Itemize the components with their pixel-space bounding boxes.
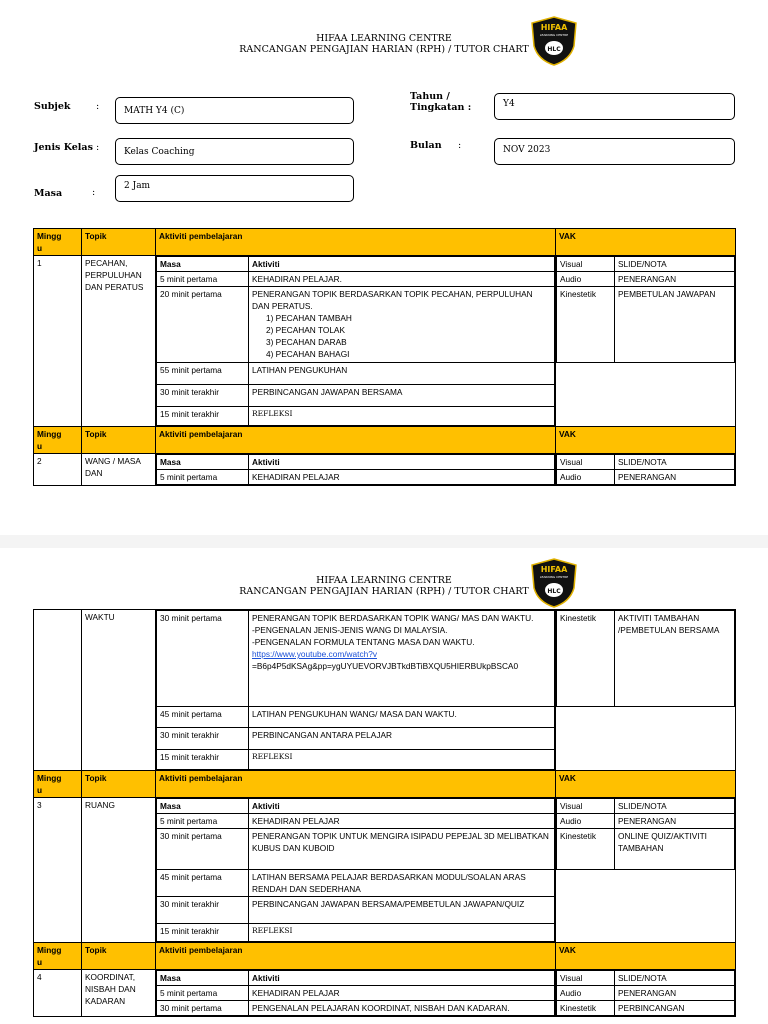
activity-text: KEHADIRAN PELAJAR — [249, 986, 555, 1001]
activity-text: KEHADIRAN PELAJAR — [249, 470, 555, 485]
vak-kinestetik: Kinestetik — [557, 287, 615, 363]
vak-value: SLIDE/NOTA — [615, 971, 735, 986]
activity-text: PENERANGAN TOPIK UNTUK MENGIRA ISIPADU PEPEJAL 3D MELIBATKAN KUBUS DAN KUBOID — [249, 829, 555, 870]
hifaa-logo — [530, 558, 578, 608]
vak-kinestetik: Kinestetik — [557, 829, 615, 870]
activity-masa: 30 minit pertama — [157, 611, 249, 707]
page-header — [0, 575, 768, 597]
masa-subheader: Masa — [157, 257, 249, 272]
vak-visual: Visual — [557, 971, 615, 986]
week-number: 1 — [34, 256, 82, 427]
vak-table — [556, 610, 735, 707]
vak-audio: Audio — [557, 272, 615, 287]
minggu-header: Mingg u — [34, 427, 82, 454]
activity-masa: 45 minit pertama — [157, 870, 249, 897]
week-topik: RUANG — [82, 798, 156, 943]
activity-cell — [156, 454, 556, 486]
vak-header: VAK — [556, 229, 736, 256]
list-item: 2) PECAHAN TOLAK — [266, 325, 346, 335]
subtopic-list — [252, 312, 551, 360]
youtube-link[interactable]: https://www.youtube.com/watch?v — [252, 649, 377, 659]
activity-text: REFLEKSI — [249, 407, 555, 426]
aktiviti-subheader: Aktiviti — [249, 799, 555, 814]
vak-value: PENERANGAN — [615, 272, 735, 287]
colon: : — [458, 140, 462, 151]
vak-cell — [556, 610, 736, 771]
week-number-empty — [34, 610, 82, 771]
list-item: 4) PECAHAN BAHAGI — [266, 349, 350, 359]
document-title: RANCANGAN PENGAJIAN HARIAN (RPH) / TUTOR CHART — [239, 586, 529, 597]
week-number: 4 — [34, 970, 82, 1017]
vak-value: PENERANGAN — [615, 470, 735, 485]
activity-table — [156, 454, 555, 485]
activity-table — [156, 970, 555, 1016]
centre-name: HIFAA LEARNING CENTRE — [316, 575, 452, 586]
activity-masa: 15 minit terakhir — [157, 750, 249, 770]
page-gap — [0, 535, 768, 548]
youtube-link-cont: =B6p4P5dKSAg&pp=ygUYUEVORVJBTkdBTiBXQU5HIERBUkpBSCA0 — [252, 661, 519, 671]
masa-subheader: Masa — [157, 799, 249, 814]
activity-text: PENGENALAN PELAJARAN KOORDINAT, NISBAH DAN KADARAN. — [249, 1001, 555, 1016]
activity-text: LATIHAN BERSAMA PELAJAR BERDASARKAN MODUL/SOALAN ARAS RENDAH DAN SEDERHANA — [249, 870, 555, 897]
activity-text: KEHADIRAN PELAJAR. — [249, 272, 555, 287]
vak-table — [556, 798, 735, 870]
week-topik: WANG / MASA DAN — [82, 454, 156, 486]
aktiviti-subheader: Aktiviti — [249, 971, 555, 986]
minggu-header: Mingg u — [34, 229, 82, 256]
bulan-field: NOV 2023 — [494, 138, 735, 165]
table-header-row — [34, 229, 736, 256]
tahun-label — [410, 91, 471, 113]
topik-header: Topik — [82, 771, 156, 798]
rph-table-page2 — [33, 609, 736, 1017]
activity-text: PENERANGAN TOPIK BERDASARKAN TOPIK PECAHAN, PERPULUHAN DAN PERATUS. 1) PECAHAN TAMBAH 2) PECAHAN TOLAK 3) PECAHAN DARAB 4) PECAHAN BAHAGI — [249, 287, 555, 363]
activity-text: KEHADIRAN PELAJAR — [249, 814, 555, 829]
vak-audio: Audio — [557, 986, 615, 1001]
svg-text:LEARNING CENTRE: LEARNING CENTRE — [539, 33, 569, 37]
vak-cell — [556, 798, 736, 943]
vak-cell — [556, 970, 736, 1017]
activity-text: PERBINCANGAN JAWAPAN BERSAMA — [249, 385, 555, 407]
masa-label: Masa — [34, 188, 63, 199]
jenis-kelas-label: Jenis Kelas — [34, 142, 93, 153]
topik-header: Topik — [82, 229, 156, 256]
tahun-label-line1: Tahun / — [410, 91, 450, 102]
activity-text: REFLEKSI — [249, 750, 555, 770]
week-number: 2 — [34, 454, 82, 486]
activity-masa: 15 minit terakhir — [157, 407, 249, 426]
week-3-row — [34, 798, 736, 943]
vak-kinestetik: Kinestetik — [557, 1001, 615, 1016]
activity-text: REFLEKSI — [249, 924, 555, 942]
activity-masa: 5 minit pertama — [157, 272, 249, 287]
vak-value: ONLINE QUIZ/AKTIVITI TAMBAHAN — [615, 829, 735, 870]
svg-text:HIFAA: HIFAA — [540, 23, 568, 32]
tahun-field: Y4 — [494, 93, 735, 120]
colon: : — [92, 187, 96, 198]
activity-text: LATIHAN PENGUKUHAN — [249, 363, 555, 385]
vak-value: SLIDE/NOTA — [615, 455, 735, 470]
vak-audio: Audio — [557, 814, 615, 829]
vak-header: VAK — [556, 943, 736, 970]
activity-table — [156, 256, 555, 426]
subjek-field: MATH Y4 (C) — [115, 97, 354, 124]
week-topik: PECAHAN, PERPULUHAN DAN PERATUS — [82, 256, 156, 427]
aktiviti-pembelajaran-header: Aktiviti pembelajaran — [156, 771, 556, 798]
activity-masa: 15 minit terakhir — [157, 924, 249, 942]
vak-value: PEMBETULAN JAWAPAN — [615, 287, 735, 363]
activity-table — [156, 610, 555, 770]
svg-text:LEARNING CENTRE: LEARNING CENTRE — [539, 575, 569, 579]
aktiviti-subheader: Aktiviti — [249, 455, 555, 470]
week-2-continued-row — [34, 610, 736, 771]
activity-cell — [156, 970, 556, 1017]
svg-text:HLC: HLC — [547, 588, 561, 595]
aktiviti-pembelajaran-header: Aktiviti pembelajaran — [156, 943, 556, 970]
minggu-header: Mingg u — [34, 771, 82, 798]
vak-table — [556, 454, 735, 485]
vak-kinestetik: Kinestetik — [557, 611, 615, 707]
svg-text:HIFAA: HIFAA — [540, 565, 568, 574]
hifaa-logo — [530, 16, 578, 66]
vak-visual: Visual — [557, 799, 615, 814]
vak-cell — [556, 454, 736, 486]
week-1-row — [34, 256, 736, 427]
minggu-header: Mingg u — [34, 943, 82, 970]
list-item: 1) PECAHAN TAMBAH — [266, 313, 352, 323]
centre-name: HIFAA LEARNING CENTRE — [316, 33, 452, 44]
vak-value: PENERANGAN — [615, 986, 735, 1001]
vak-visual: Visual — [557, 455, 615, 470]
vak-table — [556, 970, 735, 1016]
activity-cell — [156, 256, 556, 427]
activity-text: LATIHAN PENGUKUHAN WANG/ MASA DAN WAKTU. — [249, 707, 555, 728]
vak-header: VAK — [556, 771, 736, 798]
vak-value: SLIDE/NOTA — [615, 799, 735, 814]
activity-table — [156, 798, 555, 942]
week-4-row — [34, 970, 736, 1017]
week-2-row — [34, 454, 736, 486]
week-topik: KOORDINAT, NISBAH DAN KADARAN — [82, 970, 156, 1017]
activity-cell — [156, 798, 556, 943]
activity-masa: 30 minit pertama — [157, 829, 249, 870]
colon: : — [96, 142, 100, 153]
list-item: 3) PECAHAN DARAB — [266, 337, 347, 347]
activity-masa: 5 minit pertama — [157, 986, 249, 1001]
document-page-2 — [0, 548, 768, 1024]
week-number: 3 — [34, 798, 82, 943]
table-header-row — [34, 943, 736, 970]
activity-masa: 30 minit terakhir — [157, 728, 249, 750]
tahun-label-line2: Tingkatan : — [410, 102, 472, 113]
table-header-row — [34, 427, 736, 454]
subjek-label: Subjek — [34, 101, 71, 112]
week-topik: WAKTU — [82, 610, 156, 771]
vak-visual: Visual — [557, 257, 615, 272]
table-header-row — [34, 771, 736, 798]
rph-table-page1 — [33, 228, 736, 486]
document-title: RANCANGAN PENGAJIAN HARIAN (RPH) / TUTOR CHART — [239, 44, 529, 55]
activity-cell — [156, 610, 556, 771]
activity-masa: 20 minit pertama — [157, 287, 249, 363]
activity-masa: 30 minit terakhir — [157, 897, 249, 924]
activity-masa: 30 minit pertama — [157, 1001, 249, 1016]
masa-subheader: Masa — [157, 455, 249, 470]
page-header — [0, 33, 768, 55]
aktiviti-subheader: Aktiviti — [249, 257, 555, 272]
activity-masa: 30 minit terakhir — [157, 385, 249, 407]
activity-masa: 5 minit pertama — [157, 470, 249, 485]
jenis-kelas-field: Kelas Coaching — [115, 138, 354, 165]
vak-cell — [556, 256, 736, 427]
vak-value: SLIDE/NOTA — [615, 257, 735, 272]
bulan-label: Bulan — [410, 140, 442, 151]
aktiviti-pembelajaran-header: Aktiviti pembelajaran — [156, 427, 556, 454]
topik-header: Topik — [82, 943, 156, 970]
vak-header: VAK — [556, 427, 736, 454]
activity-text: PERBINCANGAN JAWAPAN BERSAMA/PEMBETULAN JAWAPAN/QUIZ — [249, 897, 555, 924]
vak-table — [556, 256, 735, 363]
activity-masa: 45 minit pertama — [157, 707, 249, 728]
colon: : — [96, 101, 100, 112]
activity-text: PENERANGAN TOPIK BERDASARKAN TOPIK WANG/ MAS DAN WAKTU. -PENGENALAN JENIS-JENIS WANG DI MALAYSIA. -PENGENALAN FORMULA TENTANG MASA DAN WAKTU. https://www.youtube.com/watch?v =B6p4P5dKSAg&pp=ygUYUEVORVJBTkdBTiBXQU5HIERBUkpBSCA0 — [249, 611, 555, 707]
activity-masa: 55 minit pertama — [157, 363, 249, 385]
aktiviti-pembelajaran-header: Aktiviti pembelajaran — [156, 229, 556, 256]
masa-field: 2 Jam — [115, 175, 354, 202]
vak-audio: Audio — [557, 470, 615, 485]
activity-text: PERBINCANGAN ANTARA PELAJAR — [249, 728, 555, 750]
svg-text:HLC: HLC — [547, 46, 561, 53]
vak-value: AKTIVITI TAMBAHAN /PEMBETULAN BERSAMA — [615, 611, 735, 707]
masa-subheader: Masa — [157, 971, 249, 986]
topik-header: Topik — [82, 427, 156, 454]
vak-value: PENERANGAN — [615, 814, 735, 829]
activity-masa: 5 minit pertama — [157, 814, 249, 829]
vak-value: PERBINCANGAN — [615, 1001, 735, 1016]
